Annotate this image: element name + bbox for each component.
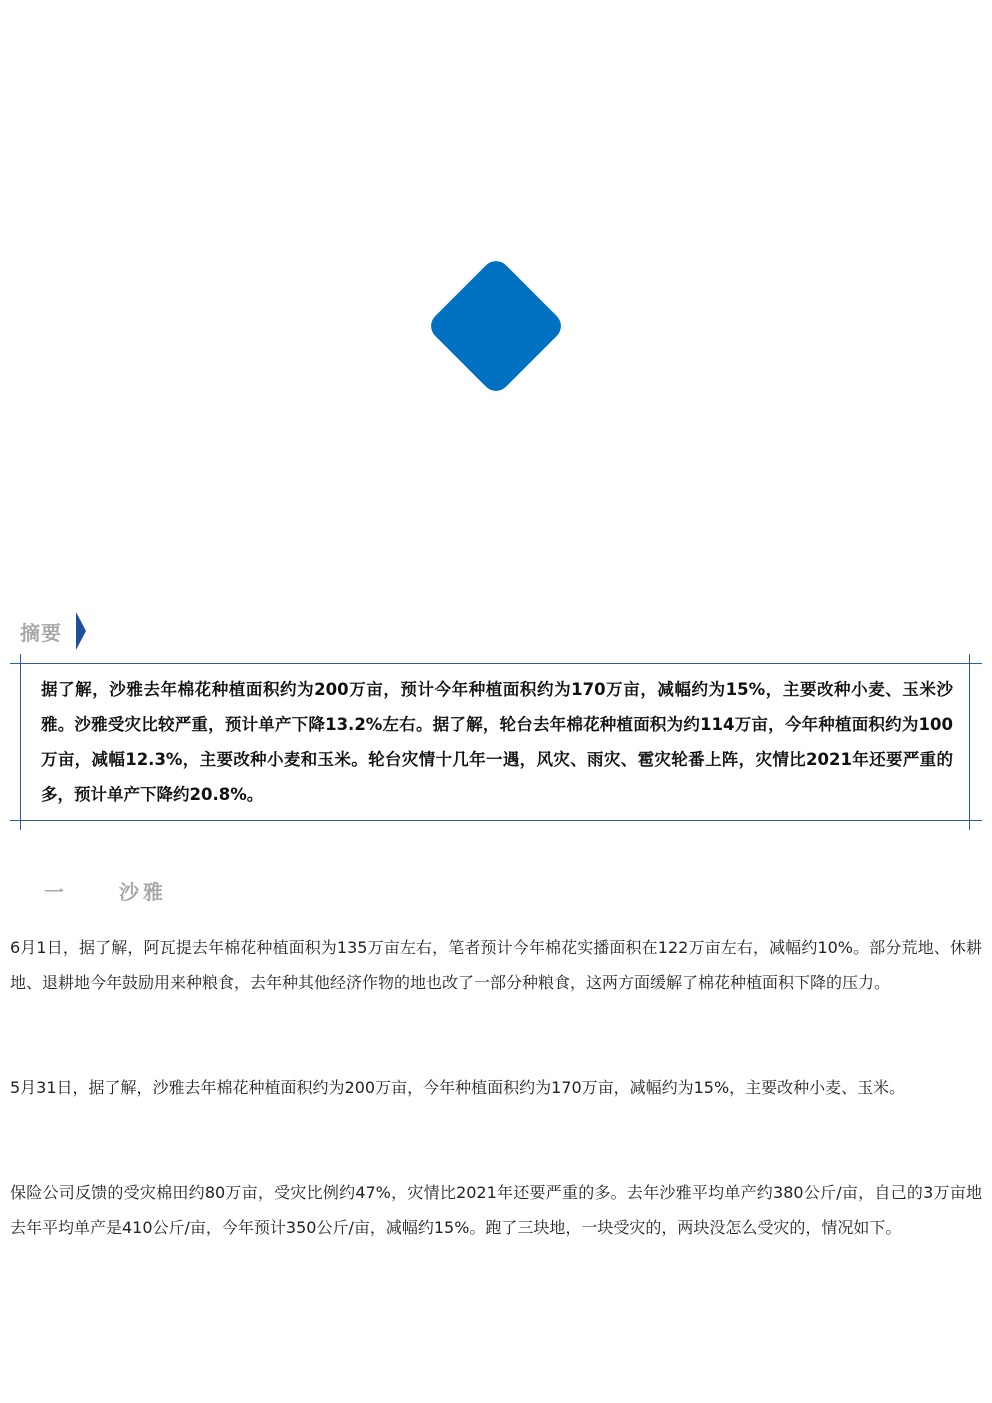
- body-paragraph: 5月31日，据了解，沙雅去年棉花种植面积约为200万亩，今年种植面积约为170万亩，减幅约为15%，主要改种小麦、玉米。: [10, 1078, 906, 1097]
- section-title: 沙雅: [119, 880, 167, 904]
- section-heading: [44, 876, 167, 905]
- body-paragraph: 6月1日，据了解，阿瓦提去年棉花种植面积为135万亩左右，笔者预计今年棉花实播面积在122万亩左右，减幅约10%。部分荒地、休耕地、退耕地今年鼓励用来种粮食，去年种其他经济作物的地也改了一部分种粮食，这两方面缓解了棉花种植面积下降的压力。: [10, 938, 982, 992]
- abstract-left-rule: [20, 654, 21, 830]
- chevron-right-icon: [76, 612, 86, 650]
- abstract-text: 据了解，沙雅去年棉花种植面积约为200万亩，预计今年种植面积约为170万亩，减幅约为15%，主要改种小麦、玉米沙雅。沙雅受灾比较严重，预计单产下降13.2%左右。据了解，轮台去年棉花种植面积为约114万亩，今年种植面积约为100万亩，减幅12.3%，主要改种小麦和玉米。轮台灾情十几年一遇，风灾、雨灾、雹灾轮番上阵，灾情比2021年还要严重的多，预计单产下降约20.8%。: [41, 680, 953, 804]
- abstract-bottom-rule: [10, 820, 982, 821]
- body-paragraph: 保险公司反馈的受灾棉田约80万亩，受灾比例约47%，灾情比2021年还要严重的多。去年沙雅平均单产约380公斤/亩，自己的3万亩地去年平均单产是410公斤/亩，今年预计350公斤/亩，减幅约15%。跑了三块地，一块受灾的，两块没怎么受灾的，情况如下。: [10, 1183, 982, 1237]
- abstract-box: [10, 654, 982, 830]
- abstract-title: 摘要: [20, 620, 62, 645]
- abstract-header: [20, 612, 86, 650]
- abstract-right-rule: [969, 654, 970, 830]
- logo-diamond-icon: [425, 255, 566, 396]
- abstract-top-rule: [10, 663, 982, 664]
- section-number: 一: [44, 880, 64, 904]
